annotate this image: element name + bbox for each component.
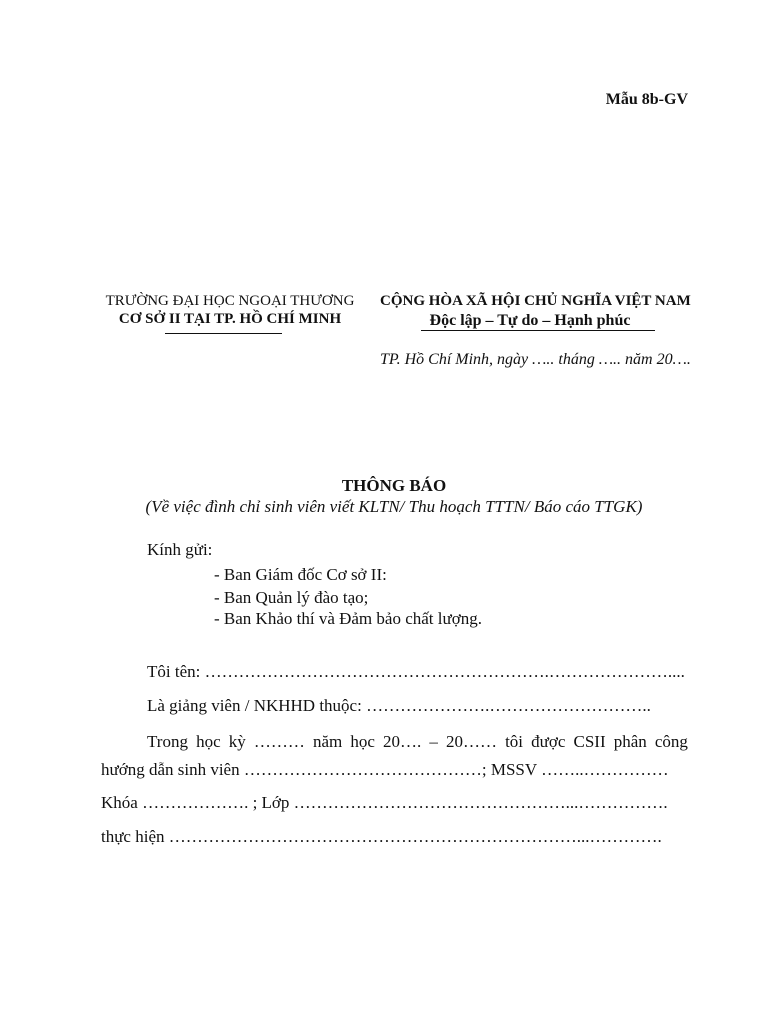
semester-word: học [196, 732, 221, 751]
semester-word: tôi [505, 732, 524, 751]
semester-word: 20…. [382, 732, 422, 751]
greeting: Kính gửi: [147, 540, 213, 559]
recipient-item: - Ban Khảo thí và Đảm bảo chất lượng. [214, 609, 482, 628]
semester-word: kỳ [228, 732, 246, 751]
student-guide-field: hướng dẫn sinh viên ……………………………………; MSSV ……..…………… [101, 760, 669, 779]
name-field: Tôi tên: …………………………………………………….………………….... [147, 662, 685, 681]
recipient-item: - Ban Quản lý đào tạo; [214, 588, 369, 607]
semester-word: công [654, 732, 688, 751]
semester-word: Trong [147, 732, 188, 751]
course-class-field: Khóa ………………. ; Lớp …………………………………………...……………. [101, 793, 668, 812]
country-name: CỘNG HÒA XÃ HỘI CHỦ NGHĨA VIỆT NAM [380, 293, 691, 309]
semester-word: CSII [573, 732, 606, 751]
university-header [100, 292, 360, 328]
form-code: Mẫu 8b-GV [605, 91, 688, 108]
semester-field [147, 732, 688, 752]
execute-field: thực hiện ………………………………………………………………...…………. [101, 827, 662, 846]
semester-word: được [531, 732, 566, 751]
semester-word: học [350, 732, 375, 751]
semester-word: phân [613, 732, 647, 751]
semester-word: ……… [253, 732, 305, 751]
motto-underline [421, 330, 655, 331]
national-header [380, 292, 691, 330]
semester-word: 20…… [445, 732, 497, 751]
university-name: TRƯỜNG ĐẠI HỌC NGOẠI THƯƠNG [105, 293, 355, 309]
document-title: THÔNG BÁO [341, 476, 447, 495]
document-subtitle: (Về việc đình chỉ sinh viên viết KLTN/ Thu hoạch TTTN/ Báo cáo TTGK) [145, 497, 643, 516]
date-line: TP. Hồ Chí Minh, ngày ….. tháng ….. năm 20…. [380, 351, 691, 368]
semester-word: – [429, 732, 438, 751]
lecturer-field: Là giảng viên / NKHHD thuộc: ………………….……………………….. [147, 696, 651, 715]
national-motto: Độc lập – Tự do – Hạnh phúc [429, 312, 631, 329]
semester-word: năm [312, 732, 343, 751]
left-header-rule [165, 333, 282, 334]
recipient-item: - Ban Giám đốc Cơ sở II: [214, 565, 387, 584]
campus-name: CƠ SỞ II TẠI TP. HỒ CHÍ MINH [118, 311, 342, 327]
